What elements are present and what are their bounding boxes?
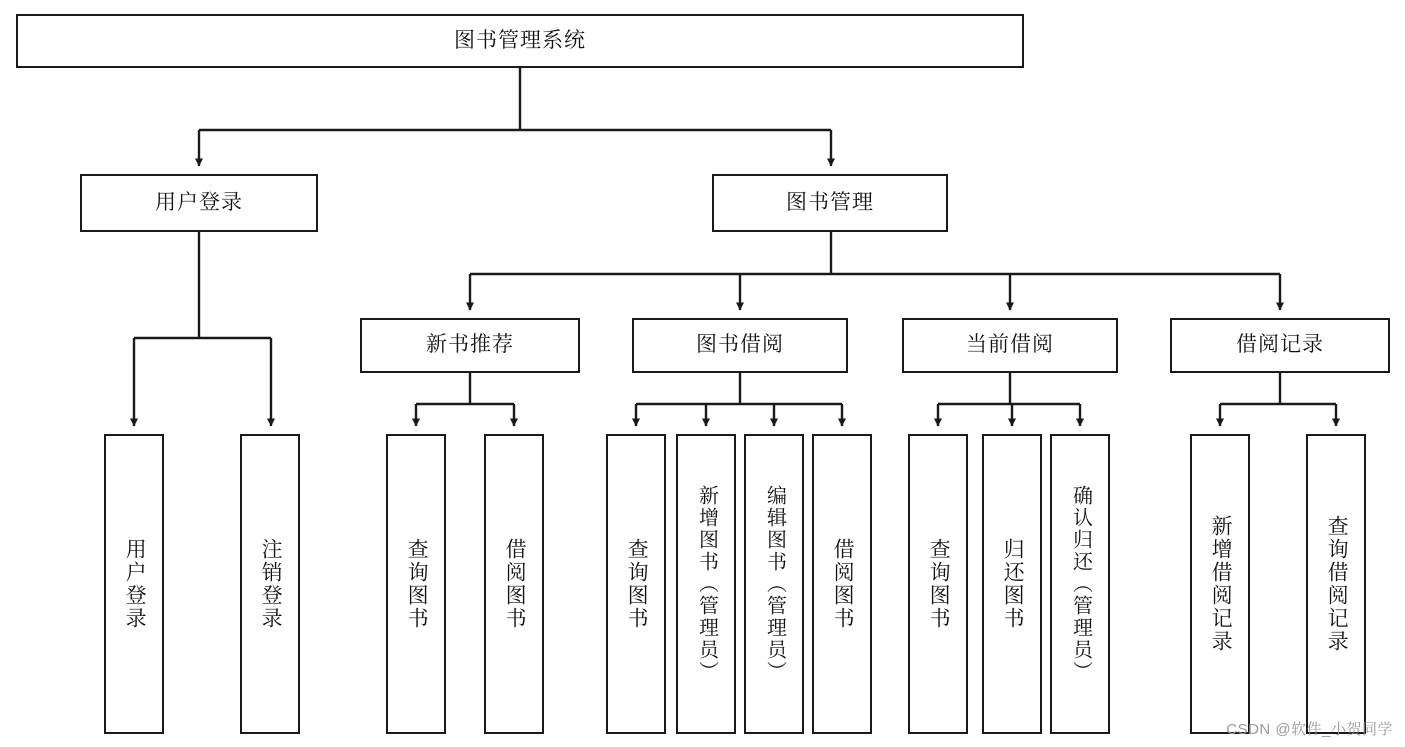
node-leaf-add-book-admin: 新增图书（管理员） (676, 434, 736, 734)
node-leaf-return-book: 归还图书 (982, 434, 1042, 734)
node-leaf-new-borrow-book: 借阅图书 (484, 434, 544, 734)
node-leaf-logout: 注销登录 (240, 434, 300, 734)
node-leaf-edit-book-admin: 编辑图书（管理员） (744, 434, 804, 734)
watermark: CSDN @软件_小贺同学 (1226, 721, 1393, 738)
node-user-login: 用户登录 (80, 174, 318, 232)
node-leaf-borrow-book: 借阅图书 (812, 434, 872, 734)
node-leaf-user-login: 用户登录 (104, 434, 164, 734)
node-leaf-query-borrow-record: 查询借阅记录 (1306, 434, 1366, 734)
node-book-management: 图书管理 (712, 174, 948, 232)
node-leaf-new-query-book: 查询图书 (386, 434, 446, 734)
node-borrow-records: 借阅记录 (1170, 318, 1390, 373)
node-leaf-current-query-book: 查询图书 (908, 434, 968, 734)
node-current-borrow: 当前借阅 (902, 318, 1118, 373)
node-leaf-confirm-return-admin: 确认归还（管理员） (1050, 434, 1110, 734)
node-book-borrow: 图书借阅 (632, 318, 848, 373)
node-leaf-add-borrow-record: 新增借阅记录 (1190, 434, 1250, 734)
node-leaf-borrow-query-book: 查询图书 (606, 434, 666, 734)
node-new-book-recommend: 新书推荐 (360, 318, 580, 373)
node-root: 图书管理系统 (16, 14, 1024, 68)
